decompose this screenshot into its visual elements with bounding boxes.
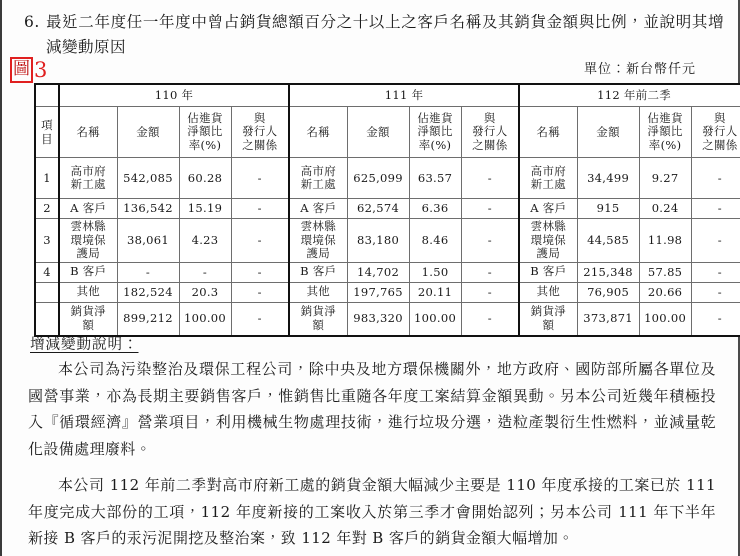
cell-customer-name xyxy=(519,302,577,336)
customer-name-line: 新工處 xyxy=(70,177,106,191)
cell-ratio: 20.11 xyxy=(409,282,461,302)
customer-name-line: A 客戶 xyxy=(530,200,567,215)
cell-item-index xyxy=(35,282,59,302)
cell-amount: 38,061 xyxy=(117,219,179,263)
customer-name-line: 雲林縣 xyxy=(70,219,106,233)
customer-name-line: 銷貨淨 xyxy=(530,304,567,318)
cell-ratio: 100.00 xyxy=(179,302,231,336)
explanation-paragraph: 本公司 112 年前二季對高市府新工處的銷貨金額大幅減少主要是 110 年度承接的工案已於 111 年度完成大部份的工項，112 年度新接的工案收入於第三季才會開始認列；另本公司 111 年下半年新接 B 客戶的汞污泥開挖及整治案，致 112 年對 B 客戶的銷貨金額大幅增加。 xyxy=(28,476,716,547)
figure-label-box: 圖 xyxy=(10,57,33,83)
cell-customer-name xyxy=(59,199,117,219)
header-ratio-112-line-1: 佔進貨 xyxy=(647,110,683,125)
table-row xyxy=(35,302,740,336)
explanation-body xyxy=(28,356,716,552)
customer-name-line: 護局 xyxy=(76,246,101,260)
cell-ratio: 6.36 xyxy=(409,199,461,219)
cell-relation: - xyxy=(231,158,289,199)
cell-customer-name xyxy=(289,158,347,199)
cell-relation: - xyxy=(461,262,519,282)
cell-customer-name xyxy=(59,158,117,199)
cell-amount: 62,574 xyxy=(347,199,409,219)
cell-amount: 625,099 xyxy=(347,158,409,199)
cell-ratio: 57.85 xyxy=(639,262,691,282)
cell-amount: 542,085 xyxy=(117,158,179,199)
header-item-line-1: 項目 xyxy=(41,118,53,146)
customer-name-line: 其他 xyxy=(536,284,561,299)
cell-amount: 76,905 xyxy=(577,282,639,302)
cell-customer-name xyxy=(519,158,577,199)
header-name-110: 名稱 xyxy=(59,107,117,158)
header-relation-110 xyxy=(231,107,289,158)
customer-name-line: A 客戶 xyxy=(70,200,107,215)
cell-item-index: 1 xyxy=(35,158,59,199)
customer-name-line: 雲林縣 xyxy=(530,219,567,233)
customer-name-line: 雲林縣 xyxy=(300,219,336,233)
cell-relation: - xyxy=(231,199,289,219)
figure-annotation xyxy=(10,57,47,83)
customer-name-line: 額 xyxy=(542,317,555,332)
cell-amount: 899,212 xyxy=(117,302,179,336)
table-row xyxy=(35,158,740,199)
section-number: 6. xyxy=(24,13,40,31)
header-ratio-111-line-3: 率(%) xyxy=(418,137,452,152)
header-relation-112-line-3: 之關係 xyxy=(702,137,738,152)
cell-item-index: 4 xyxy=(35,262,59,282)
cell-ratio: 60.28 xyxy=(179,158,231,199)
cell-amount: 34,499 xyxy=(577,158,639,199)
header-relation-111-line-1: 與 xyxy=(483,110,496,125)
customer-name-line: 環境保 xyxy=(70,232,106,247)
customer-name-line: 銷貨淨 xyxy=(70,304,106,318)
cell-item-index: 2 xyxy=(35,199,59,219)
corner-cell xyxy=(35,84,59,107)
cell-ratio: 100.00 xyxy=(409,302,461,336)
header-ratio-111-line-1: 佔進貨 xyxy=(417,110,453,125)
header-relation-110-line-1: 與 xyxy=(253,110,266,125)
table-row xyxy=(35,199,740,219)
customer-name-line: 其他 xyxy=(76,284,101,299)
cell-item-index xyxy=(35,302,59,336)
header-ratio-110-line-2: 淨額比 xyxy=(187,124,223,139)
cell-customer-name xyxy=(519,219,577,263)
cell-amount: 182,524 xyxy=(117,282,179,302)
header-item xyxy=(35,107,59,158)
figure-number: 3 xyxy=(34,57,48,82)
header-relation-111 xyxy=(461,107,519,158)
cell-ratio: 1.50 xyxy=(409,262,461,282)
cell-amount: - xyxy=(117,262,179,282)
cell-customer-name xyxy=(289,219,347,263)
header-amount-112: 金額 xyxy=(577,107,639,158)
customer-name-line: 護局 xyxy=(306,246,331,260)
customer-sales-table xyxy=(34,83,740,337)
cell-ratio: 20.3 xyxy=(179,282,231,302)
column-header-row xyxy=(35,107,740,158)
customer-name-line: 護局 xyxy=(536,246,561,260)
header-relation-112 xyxy=(691,107,740,158)
cell-customer-name xyxy=(59,219,117,263)
cell-amount: 915 xyxy=(577,199,639,219)
cell-customer-name xyxy=(59,262,117,282)
year-group-112: 112 年前二季 xyxy=(519,84,740,107)
customer-name-line: 環境保 xyxy=(300,232,336,247)
header-relation-111-line-3: 之關係 xyxy=(472,137,508,152)
year-group-header-row xyxy=(35,84,740,107)
header-ratio-111 xyxy=(409,107,461,158)
cell-ratio: 63.57 xyxy=(409,158,461,199)
cell-relation: - xyxy=(461,219,519,263)
customer-name-line: 新工處 xyxy=(530,177,567,191)
cell-relation: - xyxy=(691,282,740,302)
customer-name-line: 額 xyxy=(312,317,325,332)
customer-name-line: B 客戶 xyxy=(300,264,337,279)
header-ratio-110-line-1: 佔進貨 xyxy=(187,110,223,125)
explanation-title: 增減變動說明： xyxy=(30,337,139,353)
cell-relation: - xyxy=(231,262,289,282)
cell-ratio: 9.27 xyxy=(639,158,691,199)
cell-amount: 373,871 xyxy=(577,302,639,336)
cell-ratio: 4.23 xyxy=(179,219,231,263)
cell-relation: - xyxy=(461,302,519,336)
header-amount-111: 金額 xyxy=(347,107,409,158)
year-group-110: 110 年 xyxy=(59,84,289,107)
unit-note: 單位：新台幣仟元 xyxy=(583,62,696,77)
cell-customer-name xyxy=(289,199,347,219)
cell-amount: 215,348 xyxy=(577,262,639,282)
section-heading xyxy=(24,10,724,60)
customer-name-line: 高市府 xyxy=(530,163,567,178)
cell-relation: - xyxy=(231,219,289,263)
year-group-111: 111 年 xyxy=(289,84,519,107)
customer-name-line: B 客戶 xyxy=(530,264,567,279)
customer-name-line: 高市府 xyxy=(70,163,106,178)
customer-name-line: 高市府 xyxy=(300,163,336,178)
cell-customer-name xyxy=(519,199,577,219)
cell-ratio: 15.19 xyxy=(179,199,231,219)
table-head xyxy=(35,84,740,158)
header-ratio-111-line-2: 淨額比 xyxy=(417,124,453,139)
cell-item-index: 3 xyxy=(35,219,59,263)
cell-ratio: 11.98 xyxy=(639,219,691,263)
cell-customer-name xyxy=(519,282,577,302)
cell-amount: 44,585 xyxy=(577,219,639,263)
cell-ratio: - xyxy=(179,262,231,282)
header-amount-110: 金額 xyxy=(117,107,179,158)
cell-amount: 14,702 xyxy=(347,262,409,282)
section-title: 最近二年度任一年度中曾占銷貨總額百分之十以上之客戶名稱及其銷貨金額與比例，並說明其增減變動原因 xyxy=(46,13,724,56)
cell-customer-name xyxy=(289,282,347,302)
header-relation-110-line-2: 發行人 xyxy=(242,124,278,139)
header-name-112: 名稱 xyxy=(519,107,577,158)
cell-customer-name xyxy=(59,302,117,336)
cell-relation: - xyxy=(691,302,740,336)
table-body xyxy=(35,158,740,336)
cell-ratio: 20.66 xyxy=(639,282,691,302)
cell-amount: 983,320 xyxy=(347,302,409,336)
customer-name-line: 銷貨淨 xyxy=(300,304,336,318)
table-row xyxy=(35,262,740,282)
header-ratio-110-line-3: 率(%) xyxy=(188,137,222,152)
customer-name-line: A 客戶 xyxy=(300,200,337,215)
customer-sales-table-wrapper xyxy=(34,83,738,337)
customer-name-line: 新工處 xyxy=(300,177,336,191)
customer-name-line: 其他 xyxy=(306,284,331,299)
cell-relation: - xyxy=(691,199,740,219)
table-row xyxy=(35,219,740,263)
cell-amount: 83,180 xyxy=(347,219,409,263)
customer-name-line: B 客戶 xyxy=(70,264,107,279)
header-relation-112-line-2: 發行人 xyxy=(702,124,738,139)
cell-relation: - xyxy=(231,302,289,336)
customer-name-line: 額 xyxy=(82,317,95,332)
cell-customer-name xyxy=(59,282,117,302)
cell-ratio: 0.24 xyxy=(639,199,691,219)
header-ratio-112 xyxy=(639,107,691,158)
header-name-111: 名稱 xyxy=(289,107,347,158)
cell-ratio: 8.46 xyxy=(409,219,461,263)
customer-name-line: 環境保 xyxy=(530,232,567,247)
cell-customer-name xyxy=(289,302,347,336)
cell-relation: - xyxy=(461,282,519,302)
cell-relation: - xyxy=(691,158,740,199)
cell-relation: - xyxy=(461,199,519,219)
header-relation-111-line-2: 發行人 xyxy=(472,124,508,139)
cell-ratio: 100.00 xyxy=(639,302,691,336)
header-ratio-110 xyxy=(179,107,231,158)
cell-relation: - xyxy=(691,262,740,282)
table-row xyxy=(35,282,740,302)
cell-relation: - xyxy=(231,282,289,302)
cell-relation: - xyxy=(461,158,519,199)
explanation-paragraph: 本公司為污染整治及環保工程公司，除中央及地方環保機關外，地方政府、國防部所屬各單位及國營事業，亦為長期主要銷售客戶，惟銷售比重隨各年度工案結算金額異動。另本公司近幾年積極投入『循環經濟』營業項目，利用機械生物處理技術，進行垃圾分選，造粒產製衍生性燃料，並減量乾化設備處理廢料。 xyxy=(28,360,716,458)
cell-amount: 136,542 xyxy=(117,199,179,219)
header-ratio-112-line-3: 率(%) xyxy=(648,137,682,152)
header-relation-110-line-3: 之關係 xyxy=(242,137,278,152)
cell-customer-name xyxy=(289,262,347,282)
header-ratio-112-line-2: 淨額比 xyxy=(647,124,683,139)
header-relation-112-line-1: 與 xyxy=(713,110,726,125)
cell-relation: - xyxy=(691,219,740,263)
cell-amount: 197,765 xyxy=(347,282,409,302)
cell-customer-name xyxy=(519,262,577,282)
